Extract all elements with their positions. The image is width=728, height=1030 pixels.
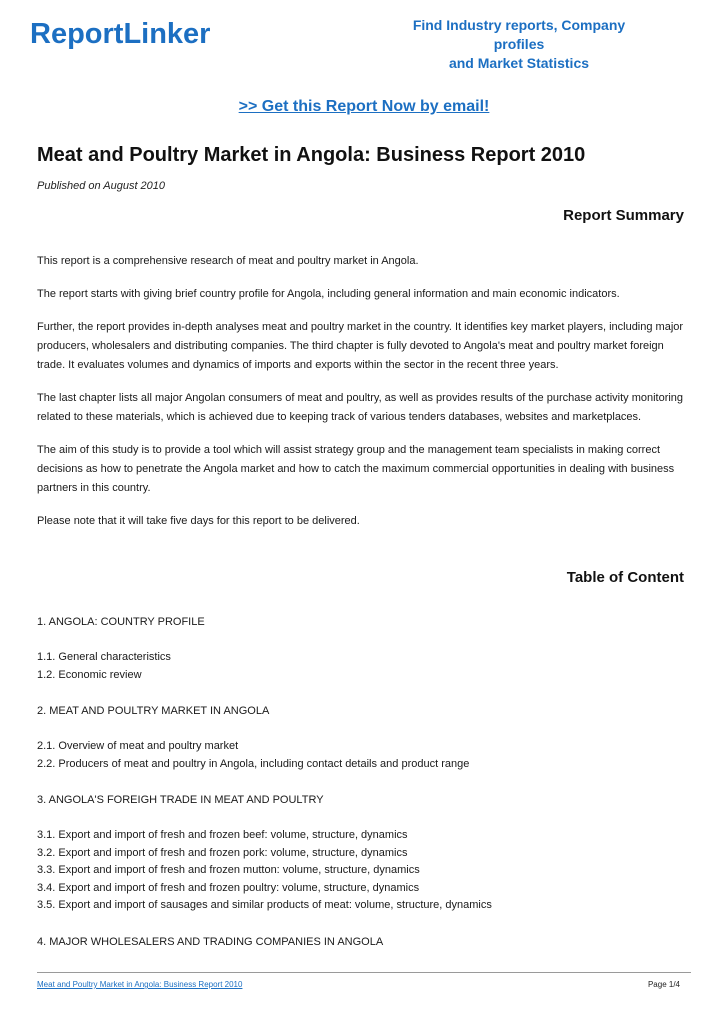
toc-chapter-2 bbox=[37, 703, 691, 773]
toc-chapter-title: 2. MEAT AND POULTRY MARKET IN ANGOLA bbox=[37, 705, 270, 717]
summary-paragraph: The aim of this study is to provide a tool which will assist strategy group and the management team specialists in making correct decisions as how to penetrate the Angola market and how to catch the maximum commercial opportunities in dealing with business partners in this country. bbox=[37, 444, 675, 494]
toc-item: 2.1. Overview of meat and poultry market bbox=[37, 740, 239, 752]
page-number: Page 1/4 bbox=[647, 980, 680, 989]
toc-chapter-title: 3. ANGOLA'S FOREIGH TRADE IN MEAT AND POULTRY bbox=[37, 794, 324, 806]
summary-paragraph: Please note that it will take five days for this report to be delivered. bbox=[37, 515, 360, 527]
report-summary-heading: Report Summary bbox=[563, 207, 684, 224]
toc-item: 1.1. General characteristics bbox=[37, 651, 171, 663]
table-of-content bbox=[37, 614, 691, 970]
toc-chapter-title: 1. ANGOLA: COUNTRY PROFILE bbox=[37, 616, 205, 628]
toc-item: 3.2. Export and import of fresh and frozen pork: volume, structure, dynamics bbox=[37, 846, 408, 859]
footer-divider bbox=[37, 972, 691, 973]
summary-paragraph: The last chapter lists all major Angolan consumers of meat and poultry, as well as provides results of the purchase activity monitoring related to these materials, which is achieved due to keeping track of various tenders databases, websites and marketplaces. bbox=[37, 392, 684, 423]
toc-heading: Table of Content bbox=[566, 569, 684, 586]
tagline-line-1: Find Industry reports, Company profiles bbox=[412, 17, 626, 52]
toc-item: 3.1. Export and import of fresh and frozen beef: volume, structure, dynamics bbox=[37, 829, 408, 841]
report-title: Meat and Poultry Market in Angola: Business Report 2010 bbox=[37, 144, 586, 166]
header-tagline bbox=[388, 16, 650, 73]
summary-paragraph: Further, the report provides in-depth analyses meat and poultry market in the country. It identifies key market players, including major producers, wholesalers and distributing companies. The third chapter is fully devoted to Angola's meat and poultry market foreign trade. It evaluates volumes and dynamics of imports and exports within the sector in the recent three years. bbox=[37, 321, 684, 371]
toc-item: 3.5. Export and import of sausages and similar products of meat: volume, structure, dynamics bbox=[37, 899, 492, 911]
cta-container bbox=[0, 98, 728, 116]
toc-item: 3.3. Export and import of fresh and frozen mutton: volume, structure, dynamics bbox=[37, 864, 420, 876]
toc-chapter-title: 4. MAJOR WHOLESALERS AND TRADING COMPANIES IN ANGOLA bbox=[37, 935, 384, 948]
toc-chapter-3 bbox=[37, 792, 691, 915]
published-date: Published on August 2010 bbox=[37, 180, 166, 192]
summary-paragraph: This report is a comprehensive research of meat and poultry market in Angola. bbox=[37, 255, 419, 267]
get-report-link[interactable]: >> Get this Report Now by email! bbox=[238, 98, 490, 115]
toc-item: 1.2. Economic review bbox=[37, 668, 142, 681]
toc-chapter-4 bbox=[37, 934, 691, 951]
toc-chapter-1 bbox=[37, 614, 691, 684]
summary-paragraph: The report starts with giving brief country profile for Angola, including general information and main economic indicators. bbox=[37, 288, 620, 300]
toc-item: 3.4. Export and import of fresh and frozen poultry: volume, structure, dynamics bbox=[37, 881, 420, 894]
report-summary bbox=[37, 252, 691, 545]
reportlinker-logo: ReportLinker bbox=[30, 18, 211, 50]
footer-report-link[interactable]: Meat and Poultry Market in Angola: Business Report 2010 bbox=[37, 980, 243, 989]
tagline-line-2: and Market Statistics bbox=[448, 55, 590, 71]
toc-item: 2.2. Producers of meat and poultry in Angola, including contact details and product range bbox=[37, 757, 470, 770]
